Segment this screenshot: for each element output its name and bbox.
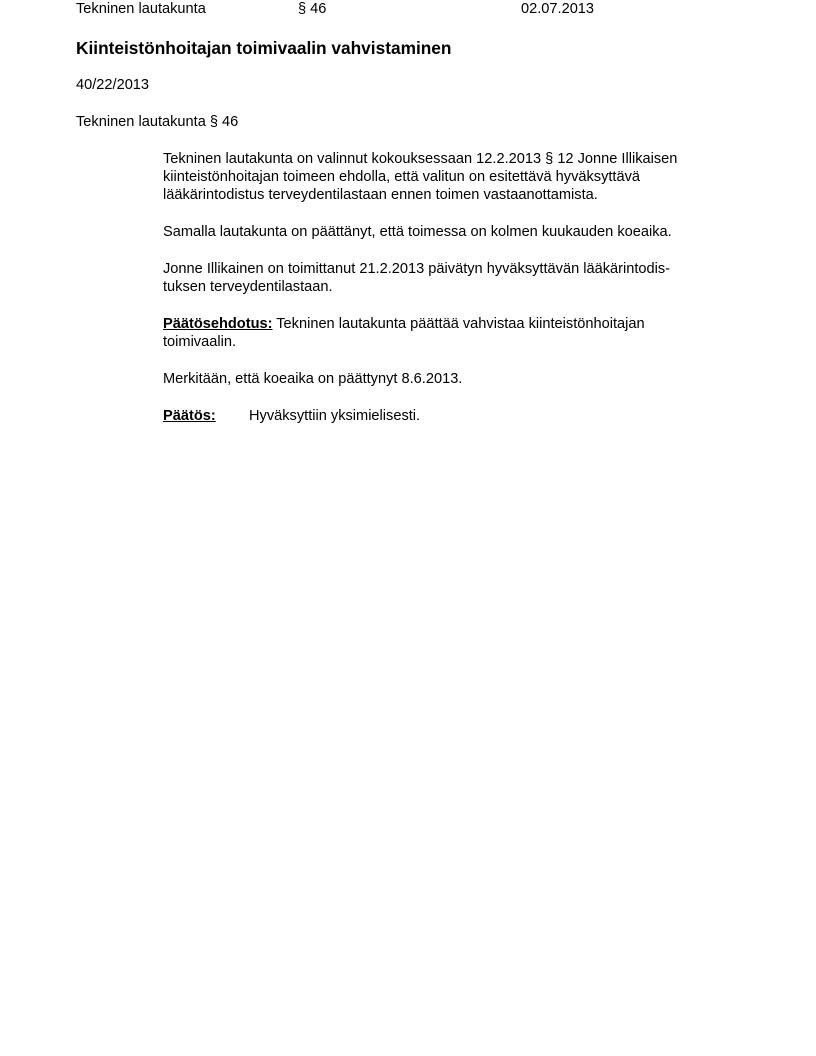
case-number: 40/22/2013 [76, 77, 150, 93]
paragraph-probation [163, 223, 743, 241]
header-section-number: § 46 [298, 1, 327, 17]
decision-label: Päätös: [163, 408, 216, 424]
proposal-text: Tekninen lautakunta päättää vahvistaa kiinteistönhoitajan [272, 316, 645, 332]
document-body [163, 150, 743, 444]
paragraph-line: lääkärintodistus terveydentilastaan ennen toimen vastaanottamista. [163, 187, 598, 203]
decision-text: Hyväksyttiin yksimielisesti. [249, 408, 421, 424]
decision [163, 407, 743, 425]
paragraph-note [163, 370, 743, 388]
paragraph-background [163, 150, 743, 204]
paragraph-line: Merkitään, että koeaika on päättynyt 8.6.2013. [163, 371, 463, 387]
paragraph-line: Samalla lautakunta on päättänyt, että toimessa on kolmen kuukauden koeaika. [163, 224, 672, 240]
proposal-label: Päätösehdotus: [163, 316, 273, 332]
paragraph-line: kiinteistönhoitajan toimeen ehdolla, että valitun on esitettävä hyväksyttävä [163, 169, 641, 185]
document-title: Kiinteistönhoitajan toimivaalin vahvistaminen [76, 38, 452, 58]
header-committee: Tekninen lautakunta [76, 1, 206, 17]
header-date: 02.07.2013 [521, 1, 595, 17]
paragraph-medical-certificate [163, 260, 743, 296]
document-header [0, 0, 816, 20]
paragraph-line: Jonne Illikainen on toimittanut 21.2.2013 päivätyn hyväksyttävän lääkärintodis- [163, 261, 671, 277]
paragraph-line: tuksen terveydentilastaan. [163, 279, 333, 295]
section-reference: Tekninen lautakunta § 46 [76, 114, 239, 130]
proposal-line [163, 315, 743, 333]
proposal-text-continued: toimivaalin. [163, 334, 236, 350]
paragraph-line: Tekninen lautakunta on valinnut kokouksessaan 12.2.2013 § 12 Jonne Illikaisen [163, 151, 678, 167]
decision-proposal [163, 315, 743, 351]
